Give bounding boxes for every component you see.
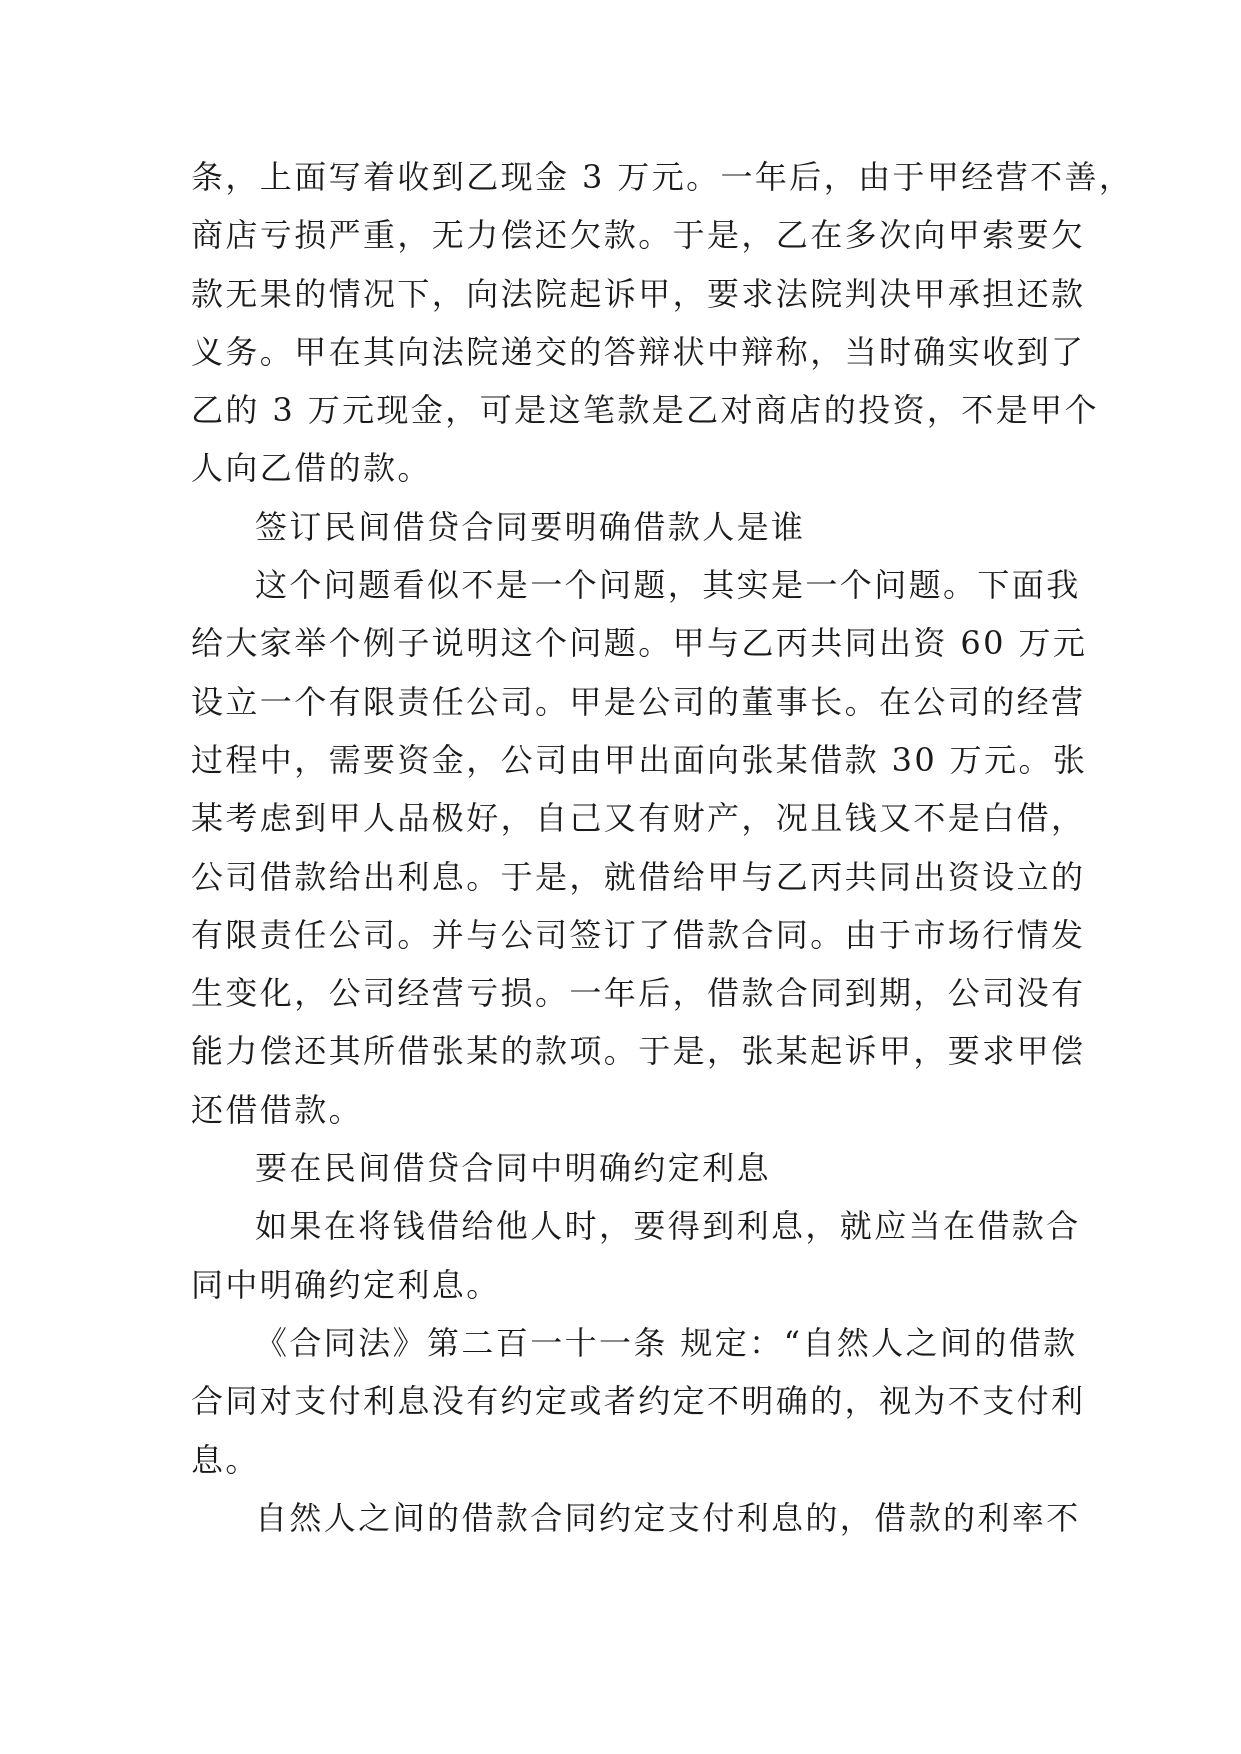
section-heading: 签订民间借贷合同要明确借款人是谁 (255, 507, 806, 546)
section-heading: 要在民间借贷合同中明确约定利息 (255, 1149, 772, 1188)
text-line: 乙的 3 万元现金，可是这笔款是乙对商店的投资，不是甲个 (191, 391, 1099, 430)
text-line: 合同对支付利息没有约定或者约定不明确的，视为不支付利 (191, 1382, 1086, 1421)
text-line: 能力偿还其所借张某的款项。于是，张某起诉甲，要求甲偿 (191, 1032, 1086, 1071)
text-line: 某考虑到甲人品极好，自己又有财产，况且钱又不是白借， (191, 799, 1086, 838)
text-line: 《合同法》第二百一十一条 规定：“自然人之间的借款 (255, 1323, 1078, 1362)
text-line: 条，上面写着收到乙现金 3 万元。一年后，由于甲经营不善， (191, 158, 1134, 196)
document-body (191, 148, 1134, 1547)
text-line: 给大家举个例子说明这个问题。甲与乙丙共同出资 60 万元 (191, 624, 1088, 663)
text-line: 人向乙借的款。 (191, 449, 432, 488)
text-line: 这个问题看似不是一个问题，其实是一个问题。下面我 (255, 566, 1081, 605)
text-line: 还借借款。 (191, 1090, 364, 1129)
text-line: 同中明确约定利息。 (191, 1265, 501, 1304)
text-line: 有限责任公司。并与公司签订了借款合同。由于市场行情发 (191, 915, 1086, 954)
text-line: 款无果的情况下，向法院起诉甲，要求法院判决甲承担还款 (191, 274, 1086, 313)
text-line: 设立一个有限责任公司。甲是公司的董事长。在公司的经营 (191, 682, 1086, 721)
text-line: 如果在将钱借给他人时，要得到利息，就应当在借款合 (255, 1207, 1081, 1246)
text-line: 公司借款给出利息。于是，就借给甲与乙丙共同出资设立的 (191, 857, 1086, 896)
text-line: 过程中，需要资金，公司由甲出面向张某借款 30 万元。张 (191, 740, 1088, 779)
text-line: 生变化，公司经营亏损。一年后，借款合同到期，公司没有 (191, 974, 1086, 1013)
text-line: 商店亏损严重，无力偿还欠款。于是，乙在多次向甲索要欠 (191, 216, 1086, 255)
text-line: 义务。甲在其向法院递交的答辩状中辩称，当时确实收到了 (191, 332, 1086, 371)
text-line: 自然人之间的借款合同约定支付利息的，借款的利率不 (255, 1498, 1081, 1537)
text-line: 息。 (191, 1440, 260, 1479)
